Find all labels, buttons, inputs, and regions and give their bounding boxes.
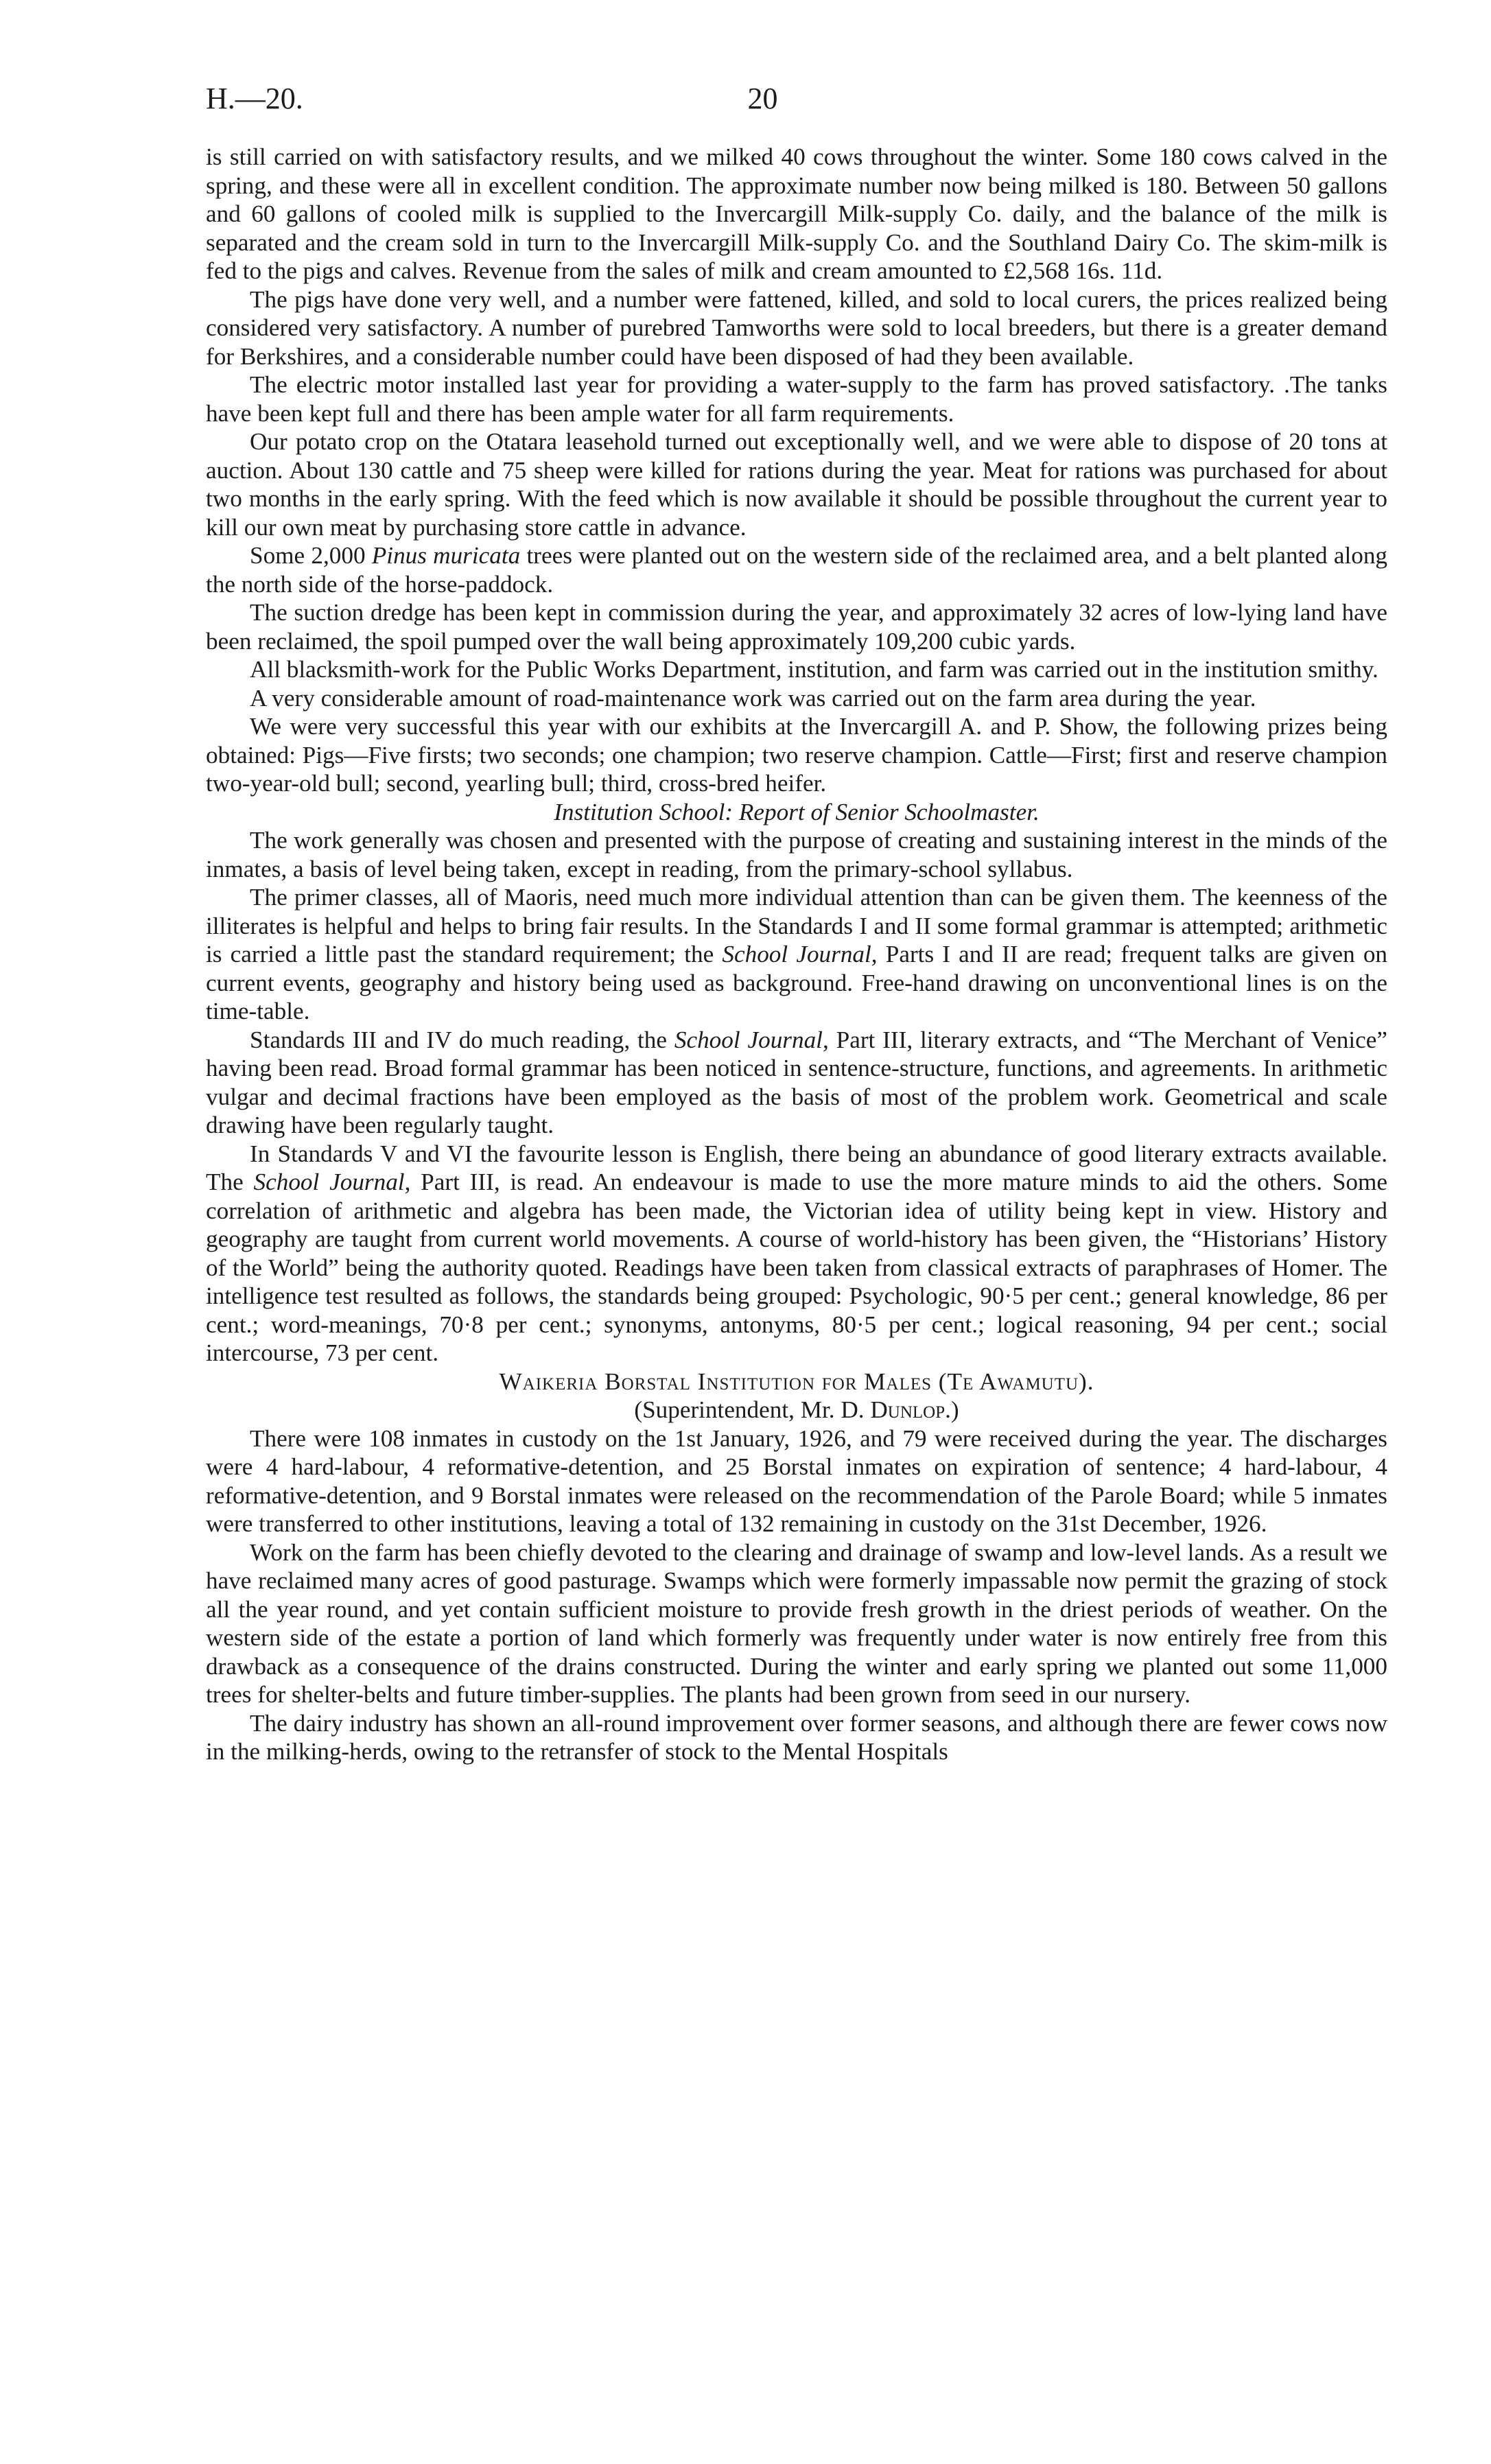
species-name: Pinus muricata [371, 542, 521, 569]
paragraph: The suction dredge has been kept in commission during the year, and approximately 32 acres of low-lying land have been reclaimed, the spoil pumped over the wall being approximately 109,200 cubic yards. [206, 599, 1387, 655]
text-run: , Part III, literary extracts, and “The Merchant of Venice” having been read. Broad formal grammar has been noticed in sentence-structure, functions, and agreements. In arithmetic vulgar and decimal fractions have been employed as the basis of most of the problem work. Geometrical and scale drawing have been regularly taught. [206, 1026, 1388, 1138]
document-reference: H.—20. [206, 82, 303, 115]
text-run: the [684, 941, 714, 967]
superintendent-name: Dunlop [870, 1396, 946, 1423]
paragraph: The work generally was chosen and presented with the purpose of creating and sustaining interest in the minds of the inmates, a basis of level being taken, except in reading, from the primary-school syllabus. [206, 827, 1387, 882]
paragraph: is still carried on with satisfactory results, and we milked 40 cows throughout the winter. Some 180 cows calved in the spring, and these were all in excellent condition. The approximate number now being milked is 180. Between 50 gallons and 60 gallons of cooled milk is supplied to the Invercargill Milk-supply Co. daily, and the balance of the milk is separated and the cream sold in turn to the Invercargill Milk-supply Co. and the Southland Dairy Co. The skim-milk is fed to the pigs and calves. Revenue from the sales of milk and cream amounted to £2,568 16s. 11d. [206, 143, 1387, 284]
text-run: .) [945, 1396, 959, 1423]
paragraph [206, 541, 1387, 598]
page-number: 20 [747, 82, 778, 115]
text-run: Standards III and IV do much reading, the [250, 1026, 667, 1053]
publication-title: School Journal [253, 1169, 405, 1195]
paragraph: The pigs have done very well, and a number were fattened, killed, and sold to local curers, the prices realized being considered very satisfactory. A number of purebred Tamworths were sold to local breeders, but there is a greater demand for Berkshires, and a considerable number could have been disposed of had they been available. [206, 285, 1387, 370]
paragraph: The electric motor installed last year for providing a water-supply to the farm has proved satisfactory. .The tanks have been kept full and there has been ample water for all farm requirements. [206, 371, 1387, 427]
text-run: In Standards V and VI the favourite lesson is English, there being an abundance of good literary extracts available. The [206, 1140, 1387, 1195]
publication-title: School Journal [674, 1026, 823, 1053]
body-text [206, 143, 1387, 1766]
text-run: , Part III, is read. An endeavour is made to use the more mature minds to aid the others. Some correlation of arithmetic and algebra has been made, the Victorian idea of utility being kept in view. History and geography are taught from current world movements. A course of world-history has been given, the “Historians’ History of the World” being the authority quoted. Readings have been taken from classical extracts of paraphrases of Homer. The intelligence test resulted as follows, the standards being grouped: Psychologic, 90·5 per cent.; general knowledge, 86 per cent.; word-meanings, 70·8 per cent.; synonyms, antonyms, 80·5 per cent.; logical reasoning, 94 per cent.; social intercourse, 73 per cent. [206, 1169, 1388, 1366]
text-run: Some 2,000 [250, 542, 366, 569]
paragraph [206, 883, 1387, 1026]
text-run: , Parts I and II are read; frequent talks are given on current events, geography and history being used as background. Free-hand drawing on unconventional lines is on the time-table. [206, 941, 1388, 1024]
paragraph: There were 108 inmates in custody on the 1st January, 1926, and 79 were received during the year. The discharges were 4 hard-labour, 4 reformative-detention, and 25 Borstal inmates on expiration of sentence; 4 hard-labour, 4 reformative-detention, and 9 Borstal inmates were released on the recommendation of the Parole Board; while 5 inmates were transferred to other institutions, leaving a total of 132 remaining in custody on the 31st December, 1926. [206, 1424, 1387, 1537]
paragraph: Work on the farm has been chiefly devoted to the clearing and drainage of swamp and low-level lands. As a result we have reclaimed many acres of good pasturage. Swamps which were formerly impassable now permit the grazing of stock all the year round, and yet contain sufficient moisture to provide fresh growth in the driest periods of weather. On the western side of the estate a portion of land which formerly was frequently under water is now entirely free from this drawback as a consequence of the drains constructed. During the winter and early spring we planted out some 11,000 trees for shelter-belts and future timber-supplies. The plants had been grown from seed in our nursery. [206, 1538, 1387, 1708]
paragraph: A very considerable amount of road-maintenance work was carried out on the farm area during the year. [250, 684, 1256, 712]
superintendent-line [206, 1396, 1387, 1424]
page-header [206, 81, 1361, 129]
paragraph [206, 1140, 1387, 1368]
paragraph: Our potato crop on the Otatara leasehold turned out exceptionally well, and we were able to dispose of 20 tons at auction. About 130 cattle and 75 sheep were killed for rations during the year. Meat for rations was purchased for about two months in the early spring. With the feed which is now available it should be possible throughout the current year to kill our own meat by purchasing store cattle in advance. [206, 428, 1387, 541]
paragraph [206, 1026, 1387, 1140]
text-run: (Superintendent, Mr. D. [634, 1396, 865, 1423]
section-title [206, 1368, 1387, 1396]
publication-title: School Journal [722, 941, 871, 967]
paragraph: The dairy industry has shown an all-round improvement over former seasons, and although there are fewer cows now in the milking-herds, owing to the retransfer of stock to the Mental Hospitals [206, 1709, 1387, 1765]
paragraph: All blacksmith-work for the Public Works Department, institution, and farm was carried out in the institution smithy. [250, 656, 1378, 683]
section-subheading: Institution School: Report of Senior Schoolmaster. [554, 798, 1040, 825]
section-title-text: Waikeria Borstal Institution for Males (Te Awamutu). [499, 1368, 1094, 1395]
text-run: trees were planted out on the western side of the reclaimed area, and a belt planted along the north side of the horse-paddock. [206, 542, 1388, 598]
text-run: The primer classes, all of Maoris, need much more individual attention than can be given them. The keenness of the illiterates is helpful and helps to bring fair results. In the Standards I and II some formal grammar is attempted; arithmetic is carried a little past the standard requirement; [206, 884, 1387, 967]
paragraph: We were very successful this year with our exhibits at the Invercargill A. and P. Show, the following prizes being obtained: Pigs—Five firsts; two seconds; one champion; two reserve champion. Cattle—First; first and reserve champion two-year-old bull; second, yearling bull; third, cross-bred heifer. [206, 713, 1387, 797]
